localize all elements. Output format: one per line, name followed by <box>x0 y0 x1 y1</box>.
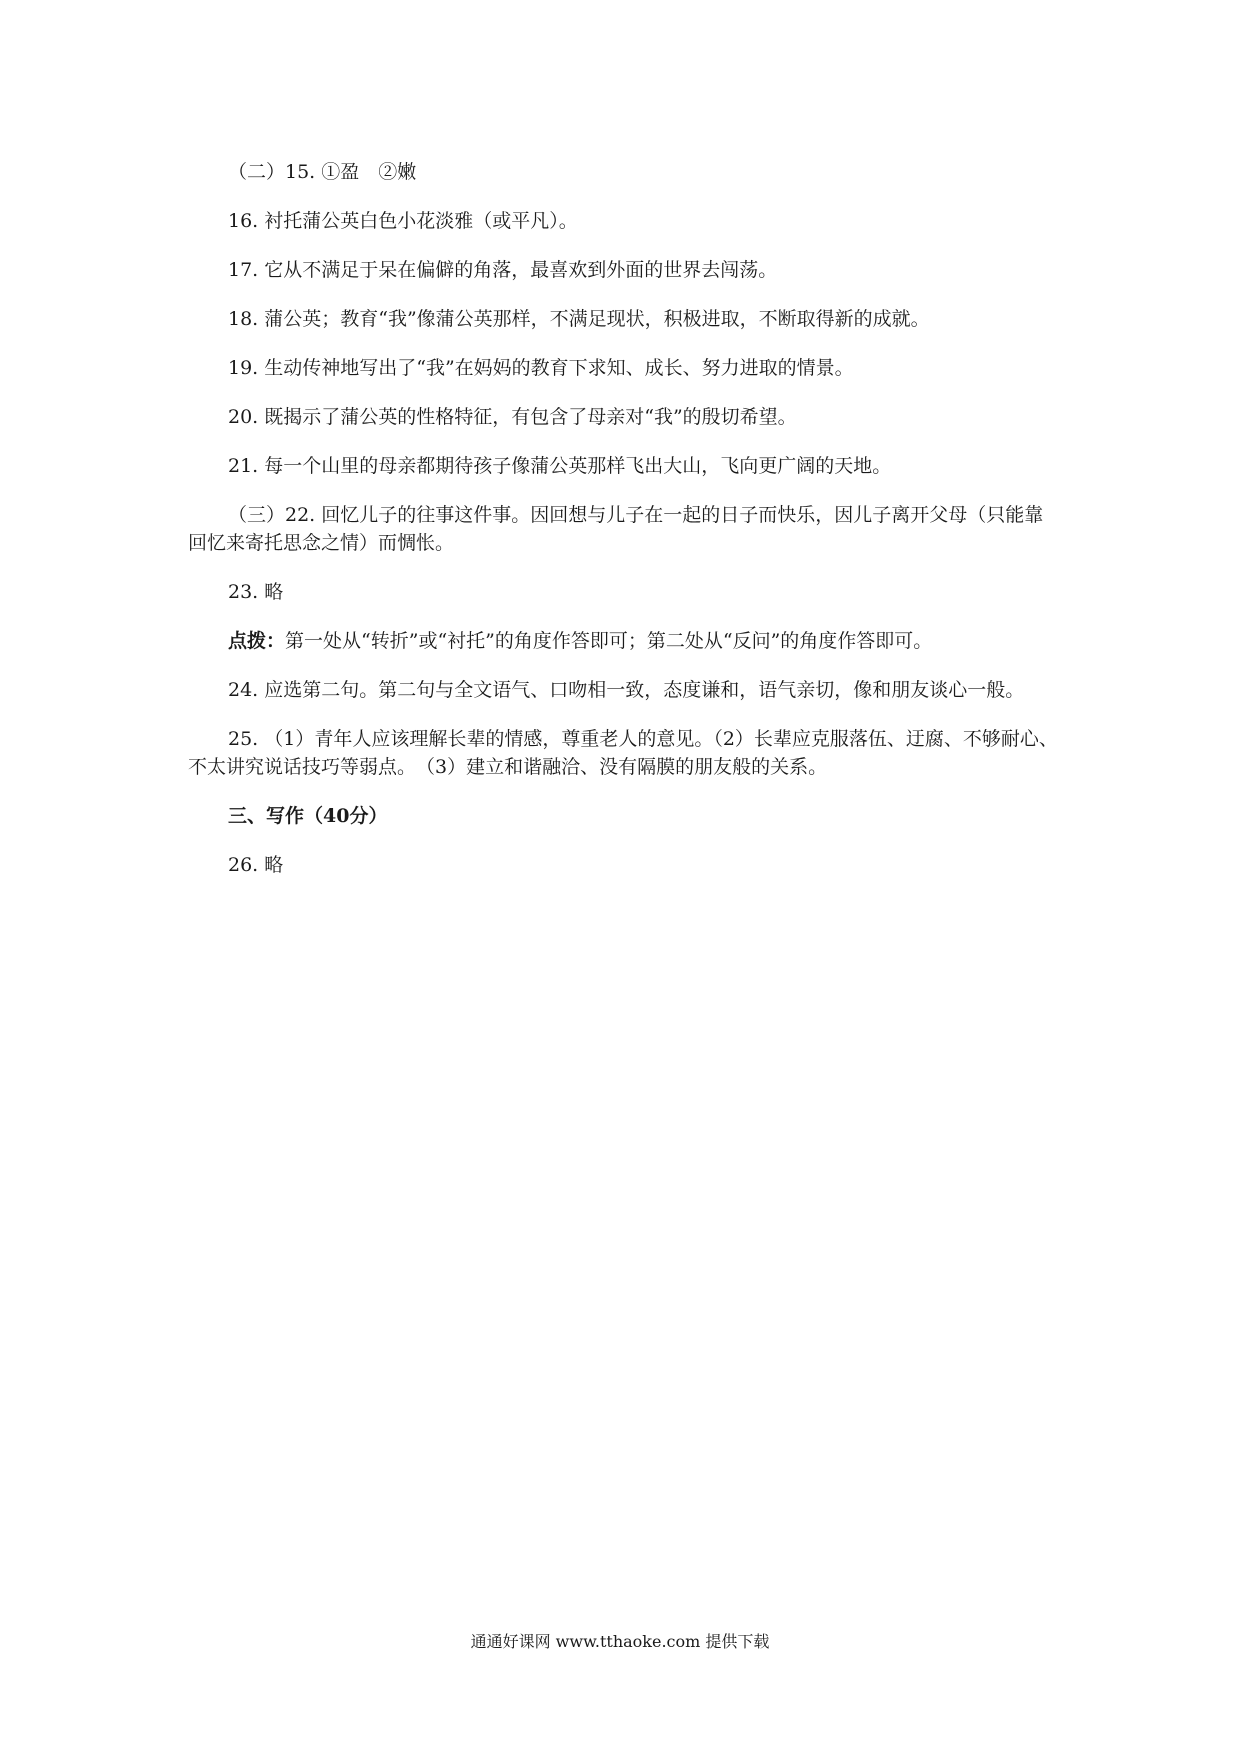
answer-25: 25. （1）青年人应该理解长辈的情感，尊重老人的意见。（2）长辈应克服落伍、迂腐、不够耐心、不太讲究说话技巧等弱点。 （3）建立和谐融洽、没有隔膜的朋友般的关系。 <box>188 728 1058 778</box>
tip-text: 第一处从“转折”或“衬托”的角度作答即可；第二处从“反问”的角度作答即可。 <box>285 630 933 652</box>
answer-16: 16. 衬托蒲公英白色小花淡雅（或平凡）。 <box>228 210 578 232</box>
answer-17: 17. 它从不满足于呆在偏僻的角落，最喜欢到外面的世界去闯荡。 <box>228 259 778 281</box>
answer-21: 21. 每一个山里的母亲都期待孩子像蒲公英那样飞出大山，飞向更广阔的天地。 <box>228 455 892 477</box>
answer-20: 20. 既揭示了蒲公英的性格特征，有包含了母亲对“我”的殷切希望。 <box>228 406 797 428</box>
answer-content <box>188 158 1060 900</box>
page-footer: 通通好课网 www.tthaoke.com 提供下载 <box>470 1632 770 1651</box>
answer-26: 26. 略 <box>228 854 284 876</box>
tip-label: 点拨： <box>228 630 286 652</box>
answer-19: 19. 生动传神地写出了“我”在妈妈的教育下求知、成长、努力进取的情景。 <box>228 357 854 379</box>
tip-paragraph <box>188 627 1060 655</box>
answer-15: （二）15. ①盈 ②嫩 <box>228 161 417 183</box>
answer-18: 18. 蒲公英；教育“我”像蒲公英那样，不满足现状，积极进取，不断取得新的成就。 <box>228 308 930 330</box>
answer-23: 23. 略 <box>228 581 284 603</box>
answer-24: 24. 应选第二句。第二句与全文语气、口吻相一致，态度谦和，语气亲切，像和朋友谈心一般。 <box>228 679 1025 701</box>
section-3-heading: 三、写作（40分） <box>228 805 388 827</box>
answer-22: （三）22. 回忆儿子的往事这件事。因回想与儿子在一起的日子而快乐，因儿子离开父母（只能靠回忆来寄托思念之情）而惆怅。 <box>188 504 1044 554</box>
